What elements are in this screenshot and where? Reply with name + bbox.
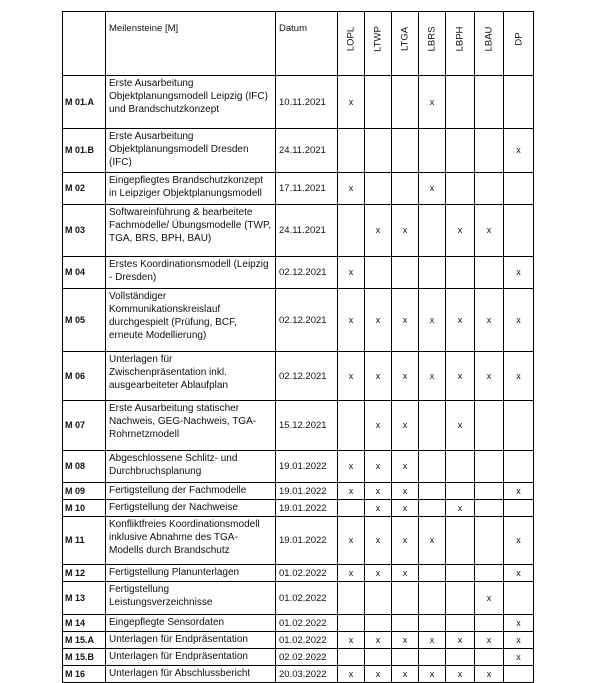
milestone-id: M 15.A [63,632,106,649]
mark-lopl: x [338,289,365,352]
mark-ltga: x [392,401,419,451]
mark-ltwp [365,129,392,173]
mark-lbph [446,129,475,173]
mark-lbau: x [475,352,504,401]
header-col-label: LBPH [454,26,466,52]
table-row [63,76,534,129]
milestone-date: 02.12.2021 [276,289,338,352]
mark-ltwp: x [365,451,392,483]
mark-lbau [475,76,504,129]
mark-lbrs [419,500,446,517]
mark-lbrs [419,582,446,615]
mark-lopl [338,129,365,173]
mark-dp: x [504,649,534,666]
mark-dp: x [504,615,534,632]
mark-dp [504,451,534,483]
header-col-lbph [446,12,475,76]
header-col-label: LTWP [372,26,384,52]
milestone-date: 02.02.2022 [276,649,338,666]
milestone-name: Erstes Koordinationsmodell (Leipzig - Dresden) [106,257,276,289]
mark-ltga: x [392,666,419,683]
table-row [63,289,534,352]
header-col-dp [504,12,534,76]
mark-lbph [446,76,475,129]
table-row [63,582,534,615]
mark-ltga [392,129,419,173]
mark-lbrs [419,129,446,173]
mark-ltwp: x [365,483,392,500]
mark-lbrs [419,615,446,632]
mark-lbrs [419,483,446,500]
mark-lopl [338,615,365,632]
milestone-id: M 08 [63,451,106,483]
milestone-id: M 07 [63,401,106,451]
mark-dp [504,582,534,615]
table-row [63,500,534,517]
mark-lopl: x [338,451,365,483]
header-col-label: LBRS [426,26,438,52]
table-row [63,352,534,401]
mark-ltwp: x [365,517,392,565]
milestone-date: 01.02.2022 [276,615,338,632]
milestone-rows [63,76,534,683]
milestone-name: Fertigstellung der Nachweise [106,500,276,517]
mark-dp: x [504,565,534,582]
table-row [63,517,534,565]
mark-lbau [475,615,504,632]
milestone-id: M 05 [63,289,106,352]
mark-lbph [446,483,475,500]
milestone-id: M 13 [63,582,106,615]
mark-ltga [392,257,419,289]
milestone-name: Unterlagen für Zwischenpräsentation inkl. ausgearbeiteter Ablaufplan [106,352,276,401]
milestone-id: M 04 [63,257,106,289]
mark-lbph [446,451,475,483]
mark-ltga [392,173,419,205]
mark-lbau: x [475,632,504,649]
mark-ltga: x [392,483,419,500]
mark-lbau [475,649,504,666]
mark-lbau: x [475,666,504,683]
mark-dp: x [504,632,534,649]
milestone-date: 17.11.2021 [276,173,338,205]
milestone-id: M 01.A [63,76,106,129]
mark-lbph: x [446,205,475,257]
mark-ltga: x [392,205,419,257]
mark-ltga: x [392,451,419,483]
mark-lbrs: x [419,76,446,129]
mark-dp: x [504,257,534,289]
mark-lbrs [419,451,446,483]
mark-lopl: x [338,517,365,565]
milestone-date: 01.02.2022 [276,582,338,615]
table-row [63,632,534,649]
mark-lbrs [419,649,446,666]
table-row [63,257,534,289]
mark-ltwp [365,173,392,205]
milestone-id: M 09 [63,483,106,500]
mark-ltga: x [392,632,419,649]
milestone-name: Fertigstellung Planunterlagen [106,565,276,582]
table-row [63,205,534,257]
milestone-name: Erste Ausarbeitung Objektplanungsmodell Leipzig (IFC) und Brandschutzkonzept [106,76,276,129]
header-id [63,12,106,76]
mark-dp [504,666,534,683]
mark-lbph: x [446,352,475,401]
milestone-date: 19.01.2022 [276,500,338,517]
milestone-date: 01.02.2022 [276,632,338,649]
mark-lbph [446,565,475,582]
milestone-id: M 11 [63,517,106,565]
mark-ltga [392,649,419,666]
mark-lbph [446,649,475,666]
mark-lbau: x [475,582,504,615]
mark-ltwp [365,649,392,666]
mark-ltga [392,615,419,632]
mark-lbrs: x [419,352,446,401]
milestone-id: M 14 [63,615,106,632]
milestone-name: Unterlagen für Endpräsentation [106,649,276,666]
milestone-id: M 02 [63,173,106,205]
table-row [63,649,534,666]
mark-ltga: x [392,517,419,565]
mark-ltga: x [392,289,419,352]
mark-lopl [338,500,365,517]
mark-lbrs [419,257,446,289]
header-col-ltga [392,12,419,76]
table-row [63,451,534,483]
mark-ltwp: x [365,565,392,582]
milestone-date: 15.12.2021 [276,401,338,451]
mark-dp: x [504,517,534,565]
header-date: Datum [276,12,338,76]
mark-ltwp [365,615,392,632]
milestone-name: Erste Ausarbeitung statischer Nachweis, GEG-Nachweis, TGA-Rohrnetzmodell [106,401,276,451]
mark-lbau [475,257,504,289]
mark-lopl [338,582,365,615]
header-col-ltwp [365,12,392,76]
mark-lbau [475,401,504,451]
milestone-name: Fertigstellung Leistungsverzeichnisse [106,582,276,615]
mark-lbph [446,582,475,615]
mark-lbau: x [475,289,504,352]
mark-ltwp: x [365,352,392,401]
mark-lopl: x [338,483,365,500]
mark-dp: x [504,483,534,500]
header-col-lbrs [419,12,446,76]
milestone-document [62,11,534,683]
mark-dp: x [504,289,534,352]
milestone-id: M 16 [63,666,106,683]
mark-ltwp: x [365,289,392,352]
mark-lopl: x [338,257,365,289]
mark-dp: x [504,352,534,401]
header-col-label: LTGA [399,26,411,52]
mark-lbph [446,173,475,205]
mark-lbph: x [446,401,475,451]
mark-ltwp: x [365,205,392,257]
mark-lbph: x [446,500,475,517]
mark-lopl [338,205,365,257]
mark-lbph [446,615,475,632]
milestone-id: M 15.B [63,649,106,666]
mark-lbau [475,500,504,517]
milestone-date: 02.12.2021 [276,257,338,289]
mark-lbrs: x [419,517,446,565]
mark-lopl: x [338,632,365,649]
mark-dp [504,401,534,451]
milestone-id: M 03 [63,205,106,257]
table-row [63,401,534,451]
mark-ltga: x [392,565,419,582]
milestone-name: Unterlagen für Abschlussbericht [106,666,276,683]
header-col-label: LBAU [483,26,495,52]
milestone-table [62,11,534,683]
mark-ltga [392,582,419,615]
mark-lbrs [419,205,446,257]
mark-lbau [475,483,504,500]
mark-lbrs: x [419,632,446,649]
mark-ltwp [365,76,392,129]
milestone-date: 19.01.2022 [276,451,338,483]
mark-dp [504,76,534,129]
milestone-date: 10.11.2021 [276,76,338,129]
milestone-date: 02.12.2021 [276,352,338,401]
mark-ltwp: x [365,632,392,649]
mark-lbrs: x [419,666,446,683]
milestone-name: Konfliktfreies Koordinationsmodell inklusive Abnahme des TGA-Modells durch Brandschutz [106,517,276,565]
mark-lopl: x [338,76,365,129]
mark-lbrs [419,565,446,582]
table-row [63,483,534,500]
milestone-date: 19.01.2022 [276,483,338,500]
mark-lopl [338,649,365,666]
header-col-lbau [475,12,504,76]
mark-lopl: x [338,666,365,683]
mark-dp: x [504,129,534,173]
mark-lbau: x [475,205,504,257]
mark-lbau [475,451,504,483]
mark-lbrs: x [419,289,446,352]
mark-lbau [475,565,504,582]
milestone-id: M 10 [63,500,106,517]
header-col-label: LOPL [345,26,357,52]
mark-ltga: x [392,500,419,517]
milestone-name: Abgeschlossene Schlitz- und Durchbruchsplanung [106,451,276,483]
header-row [63,12,534,76]
header-milestones: Meilensteine [M] [106,12,276,76]
milestone-name: Softwareinführung & bearbeitete Fachmodelle/ Übungsmodelle (TWP, TGA, BRS, BPH, BAU) [106,205,276,257]
mark-ltga [392,76,419,129]
milestone-id: M 01.B [63,129,106,173]
mark-lbph: x [446,666,475,683]
milestone-date: 01.02.2022 [276,565,338,582]
mark-lbph: x [446,632,475,649]
mark-lbph: x [446,289,475,352]
mark-ltwp: x [365,666,392,683]
mark-ltga: x [392,352,419,401]
table-row [63,565,534,582]
milestone-id: M 12 [63,565,106,582]
mark-lbph [446,257,475,289]
mark-lbph [446,517,475,565]
mark-dp [504,500,534,517]
header-col-lopl [338,12,365,76]
mark-lbau [475,517,504,565]
milestone-name: Eingepflegtes Brandschutzkonzept in Leipziger Objektplanungsmodell [106,173,276,205]
mark-lopl: x [338,173,365,205]
milestone-date: 24.11.2021 [276,129,338,173]
mark-dp [504,205,534,257]
mark-lopl: x [338,565,365,582]
mark-ltwp: x [365,500,392,517]
mark-ltwp [365,582,392,615]
mark-lbrs: x [419,173,446,205]
table-row [63,666,534,683]
table-row [63,173,534,205]
mark-lbau [475,173,504,205]
table-row [63,129,534,173]
mark-ltwp [365,257,392,289]
milestone-name: Eingepflegte Sensordaten [106,615,276,632]
mark-lopl [338,401,365,451]
mark-lopl: x [338,352,365,401]
milestone-date: 20.03.2022 [276,666,338,683]
milestone-name: Fertigstellung der Fachmodelle [106,483,276,500]
milestone-name: Erste Ausarbeitung Objektplanungsmodell Dresden (IFC) [106,129,276,173]
milestone-date: 19.01.2022 [276,517,338,565]
table-row [63,615,534,632]
milestone-name: Unterlagen für Endpräsentation [106,632,276,649]
mark-lbrs [419,401,446,451]
mark-dp [504,173,534,205]
mark-lbau [475,129,504,173]
mark-ltwp: x [365,401,392,451]
milestone-id: M 06 [63,352,106,401]
header-col-label: DP [513,32,524,46]
milestone-name: Vollständiger Kommunikationskreislauf durchgespielt (Prüfung, BCF, erneute Modellierung) [106,289,276,352]
milestone-date: 24.11.2021 [276,205,338,257]
